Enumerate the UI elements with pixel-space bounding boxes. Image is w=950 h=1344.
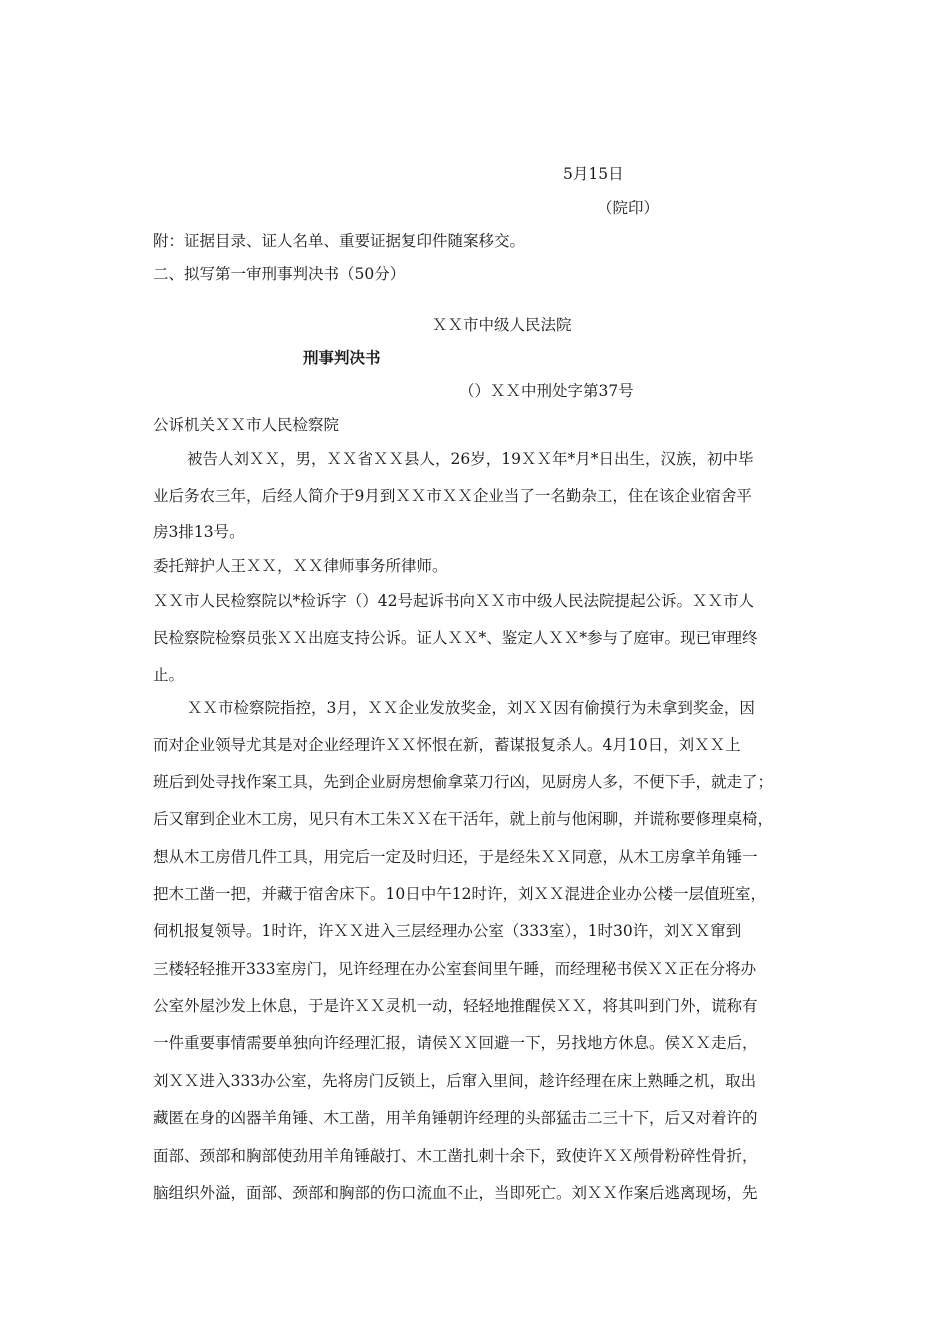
paragraph-line: 而对企业领导尤其是对企业经理许ＸＸ怀恨在新，蓄谋报复杀人。4月10日，刘ＸＸ上 xyxy=(153,736,741,754)
paragraph-line: 伺机报复领导。1时许，许ＸＸ进入三层经理办公室（333室），1时30许，刘ＸＸ窜到 xyxy=(153,922,742,940)
case-number: （）ＸＸ中刑处字第37号 xyxy=(459,382,634,400)
paragraph-line: 面部、颈部和胸部使劲用羊角锤敲打、木工凿扎刺十余下，致使许ＸＸ颅骨粉碎性骨折， xyxy=(153,1147,758,1165)
court-seal-text: （院印） xyxy=(597,199,660,217)
paragraph-line: 脑组织外溢，面部、颈部和胸部的伤口流血不止，当即死亡。刘ＸＸ作案后逃离现场，先 xyxy=(153,1184,758,1202)
attachment-note: 附：证据目录、证人名单、重要证据复印件随案移交。 xyxy=(153,232,526,250)
paragraph-line: ＸＸ市人民检察院以*检诉字（）42号起诉书向ＸＸ市中级人民法院提起公诉。ＸＸ市人 xyxy=(153,592,754,610)
paragraph-line: 业后务农三年，后经人简介于9月到ＸＸ市ＸＸ企业当了一名勤杂工，住在该企业宿舍平 xyxy=(153,487,752,505)
paragraph-line: 房3排13号。 xyxy=(153,523,245,541)
paragraph-line: 止。 xyxy=(153,666,185,684)
document-date: 5月15日 xyxy=(563,165,624,183)
paragraph-line: 把木工凿一把，并藏于宿舍床下。10日中午12时许，刘ＸＸ混进企业办公楼一层值班室， xyxy=(153,885,766,903)
court-name: ＸＸ市中级人民法院 xyxy=(432,316,572,334)
paragraph-line: 刘ＸＸ进入333办公室，先将房门反锁上，后窜入里间，趁许经理在床上熟睡之机，取出 xyxy=(153,1072,757,1090)
document-title: 刑事判决书 xyxy=(303,348,381,367)
paragraph-line: 公室外屋沙发上休息，于是许ＸＸ灵机一动，轻轻地推醒侯ＸＸ，将其叫到门外，谎称有 xyxy=(153,997,758,1015)
paragraph-line: ＸＸ市检察院指控，3月，ＸＸ企业发放奖金，刘ＸＸ因有偷摸行为未拿到奖金，因 xyxy=(187,699,755,717)
paragraph-line: 被告人刘ＸＸ，男，ＸＸ省ＸＸ县人，26岁，19ＸＸ年*月*日出生，汉族，初中毕 xyxy=(187,450,754,468)
paragraph-line: 民检察院检察员张ＸＸ出庭支持公诉。证人ＸＸ*、鉴定人ＸＸ*参与了庭审。现已审理终 xyxy=(153,629,758,647)
paragraph-line: 藏匿在身的凶器羊角锤、木工凿，用羊角锤朝许经理的头部猛击二三十下，后又对着许的 xyxy=(153,1109,758,1127)
paragraph-line: 公诉机关ＸＸ市人民检察院 xyxy=(153,416,340,434)
paragraph-line: 班后到处寻找作案工具，先到企业厨房想偷拿菜刀行凶，见厨房人多，不便下手，就走了； xyxy=(153,773,774,791)
paragraph-line: 想从木工房借几件工具，用完后一定及时归还，于是经朱ＸＸ同意，从木工房拿羊角锤一 xyxy=(153,848,758,866)
paragraph-line: 委托辩护人王ＸＸ，ＸＸ律师事务所律师。 xyxy=(153,557,448,575)
paragraph-line: 三楼轻轻推开333室房门，见许经理在办公室套间里午睡，而经理秘书侯ＸＸ正在分将办 xyxy=(153,960,757,978)
paragraph-line: 后又窜到企业木工房，见只有木工朱ＸＸ在干活年，就上前与他闲聊，并谎称要修理桌椅， xyxy=(153,810,774,828)
section-heading: 二、拟写第一审刑事判决书（50分） xyxy=(153,265,406,283)
paragraph-line: 一件重要事情需要单独向许经理汇报，请侯ＸＸ回避一下，另找地方休息。侯ＸＸ走后， xyxy=(153,1034,758,1052)
